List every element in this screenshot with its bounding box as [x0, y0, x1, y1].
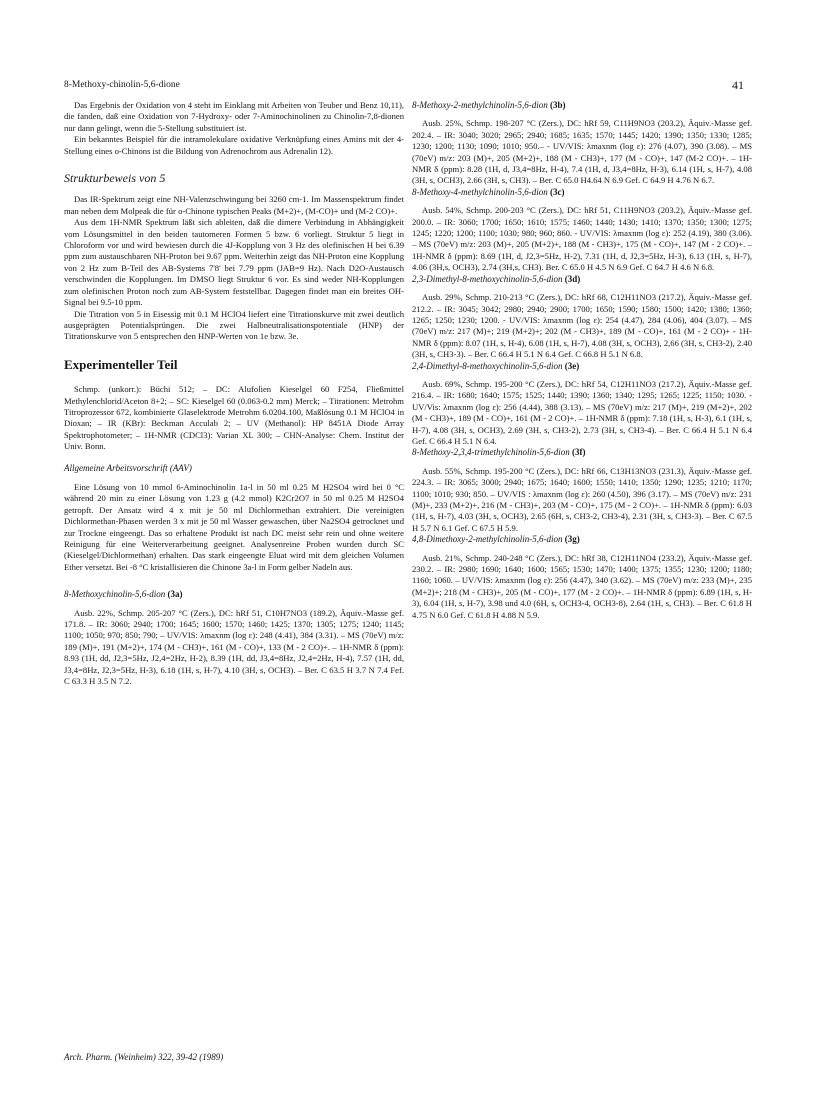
- compound-name: 2,4-Dimethyl-8-methoxychinolin-5,6-dion: [412, 360, 563, 371]
- journal-citation-footer: Arch. Pharm. (Weinheim) 322, 39-42 (1989): [64, 1052, 224, 1062]
- methods-paragraph: Schmp. (unkorr.): Büchi 512; – DC: Alufolien Kieselgel 60 F254, Fließmittel Methylenchlorid/Aceton 8+2; – SC: Kieselgel 60 (0.063-0.2 mm) Merck; – Titrationen: Metrohm Titroprozessor 672, kombinierte Glaselektrode Metrohm 6.0204.100, Maßlösung 0.1 M HClO4 in Dioxan; – IR (KBr): Beckman Acculab 2; – UV (Methanol): HP 8451A Diode Array Spektrophotometer; – 1H-NMR (CDCl3): Varian XL 300; – CHN-Analyse: Chem. Institut der Univ. Bonn.: [64, 384, 404, 452]
- compound-label: (3f): [571, 447, 586, 458]
- compound-data-3b: Ausb. 25%, Schmp. 198-207 °C (Zers.), DC: hRf 59, C11H9NO3 (203.2), Äquiv.-Masse gef. 202.4. – IR: 3040; 3020; 2965; 2940; 1685; 1635; 1570; 1445; 1420; 1390; 1350; 1330; 1285; 1230; 1200; 1130; 1090; 1010; 950.– - UV/VIS: λmaxnm (log ε): 276 (4.07), 390 (3.08). – MS (70eV) m/z: 203 (M)+, 205 (M+2)+, 188 (M - CH3)+, 177 (M - CO)+, 147 (M-2 CO)+. – 1H-NMR δ (ppm): 8.28 (1H, d, J3,4=8Hz, H-4), 7.4 (1H, d, J3,4=8Hz, H-3), 6.14 (1H, s, H-7), 4.08 (3H, s, OCH3), 2.66 (3H, s, CH3). – Ber. C 65.0 H4.64 N 6.9 Gef. C 64.9 H 4.76 N 6.7.: [412, 118, 752, 186]
- right-column: [412, 100, 752, 621]
- compound-data-3d: Ausb. 29%, Schmp. 210-213 °C (Zers.), DC: hRf 68, C12H11NO3 (217.2), Äquiv.-Masse gef. 212.2. – IR: 3045; 3042; 2980; 2940; 2900; 1700; 1650; 1590; 1580; 1500; 1420; 1380; 1360; 1265; 1250; 1230; 1200. - UV/VIS: λmaxnm (log ε): 254 (4.47), 284 (4.06), 404 (3.07). – MS (70eV) m/z: 217 (M)+; 219 (M+2)+; 202 (M - CH3)+, 189 (M - CO)+, 161 (M - 2 CO)+ - 1H-NMR δ (ppm): 8.07 (1H, s, H-4), 6.08 (1H, s, H-7), 4.08 (3H, s, OCH3), 2,66 (3H, s, CH3-2), 2.40 (3H, s, CH3-3). – Ber. C 66.4 H 5.1 N 6.4 Gef. C 66.8 H 5.1 N 6.8.: [412, 292, 752, 360]
- compound-title-3f: [412, 447, 752, 458]
- compound-label: (3g): [564, 534, 580, 545]
- intro-paragraph-2: Ein bekanntes Beispiel für die intramolekulare oxidative Verknüpfung eines Amins mit der 4-Stellung eines o-Chinons ist die Bildung von Adrenochrom aus Adrenalin 12).: [64, 134, 404, 156]
- compound-title-3e: [412, 361, 752, 372]
- compound-label: (3a): [167, 589, 183, 600]
- compound-title-3g: [412, 534, 752, 545]
- compound-name: 2,3-Dimethyl-8-methoxychinolin-5,6-dion: [412, 273, 563, 284]
- aav-paragraph: Eine Lösung von 10 mmol 6-Aminochinolin 1a-l in 50 ml 0.25 M H2SO4 wird bei 0 °C während 20 min zu einer Lösung von 1.23 g (4.2 mmol) K2Cr2O7 in 50 ml 0.25 M H2SO4 getropft. Der Ansatz wird 4 x mit je 50 ml Dichlormethan extrahiert. Die vereinigten Dichlormethan-Phasen werden 3 x mit je 50 ml Wasser gewaschen, über Na2SO4 getrocknet und zur Trockne eingeengt. Das so erhaltene Produkt ist nach DC meist sehr rein und ohne weitere Reinigung für eine Weiterverarbeitung geeignet. Analysenreine Proben wurden durch SC (Kieselgel/Dichlormethan) erhalten. Das stark eingeengte Eluat wird mit dem gleichen Volumen Ether versetzt. Bei -8 °C kristallisieren die Chinone 3a-l in Form gelber Nadeln aus.: [64, 481, 404, 572]
- compound-label: (3c): [549, 186, 565, 197]
- compound-title-3b: [412, 100, 752, 111]
- section-title-experimenteller-teil: Experimenteller Teil: [64, 356, 178, 372]
- compound-data-3c: Ausb. 54%, Schmp. 200-203 °C (Zers.), DC: hRf 51, C11H9NO3 (203.2), Äquiv.-Masse gef. 200.0. – IR: 3060; 1700; 1650; 1610; 1575; 1460; 1440; 1430; 1410; 1370; 1350; 1300; 1275; 1245; 1220; 1200; 1100; 1030; 980; 960; 860. - UV/VIS: λmaxnm (log ε): 252 (4.19), 380 (3.06). – MS (70eV) m/z: 203 (M)+, 205 (M+2)+, 188 (M - CH3)+, 175 (M - CO)+, 147 (M - 2 CO)+. – 1H-NMR δ (ppm): 8.69 (1H, d, J2,3=5Hz, H-2), 7.31 (1H, d, J2,3=5Hz, H-3), 6.13 (1H, s, H-7), 4.06 (3H,s, OCH3), 2.74 (3H,s, CH3). Ber. C 65.0 H 4.5 N 6.9 Gef. C 64.7 H 4.6 N 6.8.: [412, 205, 752, 273]
- struct-paragraph-1: Das IR-Spektrum zeigt eine NH-Valenzschwingung bei 3260 cm-1. Im Massenspektrum findet man neben dem Molpeak die für o-Chinone typischen Peaks (M+2)+, (M-CO)+ und (M-2 CO)+.: [64, 194, 404, 216]
- compound-name: 4,8-Dimethoxy-2-methylchinolin-5,6-dion: [412, 534, 563, 545]
- compound-data-3f: Ausb. 55%, Schmp. 195-200 °C (Zers.), DC: hRf 66, C13H13NO3 (231.3), Äquiv.-Masse gef. 224.3. – IR: 3065; 3000; 2940; 1675; 1640; 1600; 1550; 1410; 1350; 1290; 1235; 1210; 1170; 1100; 1010; 930; 850. – UV/VIS : λmaxnm (log ε): 260 (4.50), 396 (3.17). – MS (70eV) m/z: 231 (M)+, 233 (M+2)+, 216 (M - CH3)+, 203 (M - CO)+, 175 (M - 2 CO)+. – 1H-NMR δ (ppm): 6.03 (1H, s, H-7), 4.03 (3H, s, OCH3), 2.65 (6H, s, CH3-2, CH3-4), 2.31 (3H, s, CH3-3). – Ber. C 67.5 H 5.7 N 6.1 Gef. C 67.5 H 5.9.: [412, 465, 752, 533]
- struct-paragraph-3: Die Titration von 5 in Eisessig mit 0.1 M HClO4 liefert eine Titrationskurve mit zwei deutlich ausgeprägten Potentialsprüngen. Die zwei Halbneutralisationspotentiale (HNP) der Titrationskurve von 5 entsprechen den HNP-Werten von 1e bzw. 3e.: [64, 308, 404, 342]
- compound-name: 8-Methoxychinolin-5,6-dion: [64, 589, 166, 600]
- compound-label: (3d): [564, 273, 581, 284]
- page-number: 41: [732, 78, 744, 92]
- compound-name: 8-Methoxy-2,3,4-trimethylchinolin-5,6-dion: [412, 447, 570, 458]
- compound-title-3c: [412, 187, 752, 198]
- compound-data-3g: Ausb. 21%, Schmp. 240-248 °C (Zers.), DC: hRf 38, C12H11NO4 (233.2), Äquiv.-Masse gef. 230.2. – IR: 2980; 1690; 1640; 1600; 1565; 1530; 1470; 1400; 1375; 1355; 1230; 1200; 1180; 1160; 1060. – UV/VIS: λmaxnm (log ε): 256 (4.47), 340 (3.62). – MS (70eV) m/z: 233 (M)+, 235 (M+2)+; 218 (M - CH3)+, 205 (M - CO)+, 177 (M - 2 CO)+. – 1H-NMR δ (ppm): 6.89 (1H, s, H-3), 6.04 (1H, s, H-7), 3.98 und 4.0 (6H, s, OCH3-4, OCH3-8), 2.64 (1H, s, CH3). – Ber. C 61.8 H 4.75 N 6.0 Gef. C 61.8 H 4.88 N 5.9.: [412, 552, 752, 620]
- left-column: [64, 100, 404, 687]
- subsection-title-aav: Allgemeine Arbeitsvorschrift (AAV): [64, 462, 192, 473]
- intro-paragraph-1: Das Ergebnis der Oxidation von 4 steht im Einklang mit Arbeiten von Teuber und Benz 10,11), die fanden, daß eine Oxidation von 7-Hydroxy- oder 7-Aminochinolinen zu Chinolin-7,8-dionen nur dann gelingt, wenn die 5-Stellung substituiert ist.: [64, 100, 404, 133]
- compound-title-3a: [64, 589, 404, 600]
- compound-name: 8-Methoxy-4-methylchinolin-5,6-dion: [412, 186, 548, 197]
- struct-paragraph-2: Aus dem 1H-NMR Spektrum läßt sich ableiten, daß die dimere Verbindung in Abhängigkeit vom Lösungsmittel in den beiden tautomeren Formen 5 bzw. 6 vorliegt. Struktur 5 liegt in Chloroform vor und wird bewiesen durch die 4J-Kopplung von 3 Hz des olefinischen H bei 6.39 ppm zum austauschbaren NH-Proton bei 9.67 ppm. Weiterhin zeigt das NH-Proton eine Kopplung von 2 Hz zum B-Teil des AB-Systems 7'8' bei 7.79 ppm (JAB=9 Hz). Nach D2O-Austausch verschwinden die Kopplungen. Im DMSO liegt Struktur 6 vor. Es sind weder NH-Kopplungen zum olefinischen Proton noch zum AB-System feststellbar. Dagegen findet man ein breites OH-Signal bei 9.5-10 ppm.: [64, 217, 404, 308]
- section-title-strukturbeweis: Strukturbeweis von 5: [64, 171, 166, 186]
- compound-label: (3e): [564, 360, 580, 371]
- compound-label: (3b): [549, 100, 566, 110]
- compound-data-3a: Ausb. 22%, Schmp. 205-207 °C (Zers.), DC: hRf 51, C10H7NO3 (189.2), Äquiv.-Masse gef. 171.8. – IR: 3060; 2940; 1700; 1645; 1600; 1570; 1460; 1425; 1370; 1305; 1275; 1240; 1145; 1100; 1050; 970; 850; 790; – UV/VIS: λmaxnm (log ε): 248 (4.41), 384 (3.31). – MS (70eV) m/z: 189 (M)+, 191 (M+2)+, 174 (M - CH3)+, 161 (M - CO)+, 133 (M - 2 CO)+. – 1H-NMR δ (ppm): 8.93 (1H, dd, J2,3=5Hz, J2,4=2Hz, H-2), 8.39 (1H, dd, J3,4=8Hz, J2,4=2Hz, H-4), 7.57 (1H, dd, J3,4=8Hz, J2,3=5Hz, H-3), 6.18 (1H, s, H-7), 4.10 (3H, s, OCH3). – Ber. C 63.5 H 3.7 N 7.4 Fef. C 63.3 H 3.5 N 7.2.: [64, 607, 404, 687]
- compound-name: 8-Methoxy-2-methylchinolin-5,6-dion: [412, 100, 548, 110]
- compound-data-3e: Ausb. 69%, Schmp. 195-200 °C (Zers.), DC: hRf 54, C12H11NO3 (217.2), Äquiv.-Masse gef. 216.4. – IR: 1680; 1640; 1575; 1525; 1440; 1390; 1360; 1340; 1295; 1265; 1225; 1150; 1030. - UV/Vis: λmaxnm (log ε): 256 (4.44), 388 (3.13). – MS (70eV) m/z: 217 (M)+, 219 (M+2)+, 202 (M - CH3)+, 189 (M - CO)+, 161 (M - 2 CO)+. – 1H-NMR δ (ppm): 7.18 (1H, s, H-3), 6.1 (1H, s, H-7), 4.08 (3H, s, OCH3), 2.69 (3H, s, CH3-2), 2.73 (3H, s, CH3-4). – Ber. C 66.4 H 5.1 N 6.4 Gef. C 66.4 H 5.1 N 6.4.: [412, 378, 752, 446]
- compound-title-3d: [412, 274, 752, 285]
- running-head: 8-Methoxy-chinolin-5,6-dione: [64, 80, 180, 90]
